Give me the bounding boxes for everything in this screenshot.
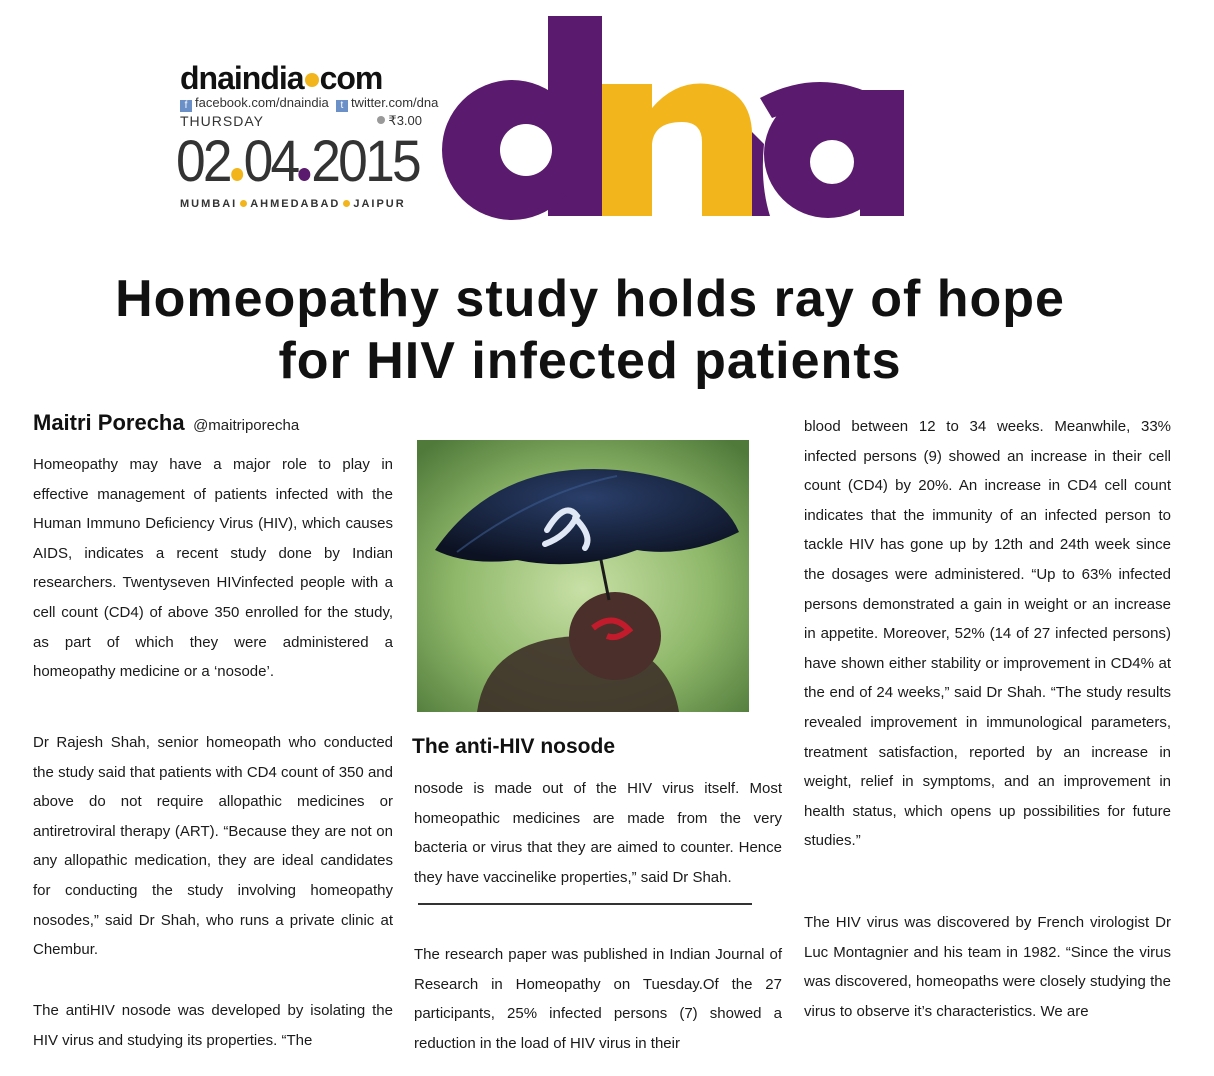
article-photo <box>417 440 749 712</box>
author-name: Maitri Porecha <box>33 410 185 435</box>
issue-date: 02 04 2015 <box>176 129 419 194</box>
facebook-icon: f <box>180 100 192 112</box>
column-3-para-2: The HIV virus was discovered by French virologist Dr Luc Montagnier and his team in 1982. “Since the virus was discovered, homeopaths were closely studying the virus to observe it’s characteristics. We are <box>804 914 1171 1020</box>
date-dot-yellow-icon <box>231 168 243 181</box>
facebook-link: facebook.com/dnaindia <box>195 95 329 110</box>
headline-line-2: for HIV infected patients <box>278 332 902 390</box>
site-name: dnaindia com <box>180 60 383 96</box>
column-3-para-1: blood between 12 to 34 weeks. Meanwhile, 33% infected persons (9) showed an increase in their cell count (CD4) by 20%. An increase in CD4 cell count indicates that the immunity of an infected person to tackle HIV has gone up by 12th and 24th week since the dosages were administered. “Up to 63% infected persons demonstrated a gain in weight or an increase in appetite. Moreover, 52% (14 of 27 infected persons) have shown either stability or improvement in CD4% at the end of 24 weeks,” said Dr Shah. “The study results revealed improvement in immunological parameters, treatment satisfaction, reported by an increase in weight, relief in symptoms, and an improvement in health status, which opens up possibilities for future studies.” <box>804 418 1171 850</box>
weekday: THURSDAY <box>180 113 264 129</box>
column-1-para-2: Dr Rajesh Shah, senior homeopath who conducted the study said that patients with CD4 count of 350 and above do not require allopathic medicines or antiretroviral therapy (ART). “Because they are not on any allopathic medication, they are ideal candidates for conducting the study involving homeopathy nosodes,” said Dr Shah, who runs a private clinic at Chembur. <box>33 734 393 959</box>
edition-cities: MUMBAI AHMEDABAD JAIPUR <box>180 198 406 210</box>
column-2-para-1: nosode is made out of the HIV virus itself. Most homeopathic medicines are made from the very bacteria or virus that they are aimed to counter. Hence they have vaccinelike properties,” said Dr Shah. <box>414 780 782 886</box>
date-dot-purple-icon <box>298 168 310 181</box>
author-handle: @maitriporecha <box>193 417 300 434</box>
column-1-para-1: Homeopathy may have a major role to play in effective management of patients infected with the Human Immuno Deficiency Virus (HIV), which causes AIDS, indicates a recent study done by Indian researchers. Twentyseven HIVinfected people with a cell count (CD4) of above 350 enrolled for the study, as part of which they were administered a homeopathy medicine or a ‘nosode’. <box>33 456 393 681</box>
photo-caption: The anti-HIV nosode <box>412 735 616 758</box>
social-links <box>180 95 438 112</box>
price: ₹3.00 <box>377 113 422 129</box>
twitter-icon: t <box>336 100 348 112</box>
dna-logo <box>440 14 910 220</box>
column-1-para-3: The antiHIV nosode was developed by isolating the HIV virus and studying its properties. “The <box>33 1002 393 1049</box>
divider-rule <box>418 903 752 905</box>
masthead <box>0 0 1214 230</box>
headline-line-1: Homeopathy study holds ray of hope <box>115 270 1065 328</box>
headline <box>0 268 1180 392</box>
umbrella-illustration-icon <box>417 440 749 712</box>
site-dot-icon <box>305 73 319 87</box>
twitter-link: twitter.com/dna <box>350 95 439 110</box>
column-2-para-2: The research paper was published in Indian Journal of Research in Homeopathy on Tuesday.Of the 27 participants, 25% infected persons (7) showed a reduction in the load of HIV virus in their <box>414 946 782 1052</box>
dayline <box>180 113 422 129</box>
byline <box>33 410 299 436</box>
